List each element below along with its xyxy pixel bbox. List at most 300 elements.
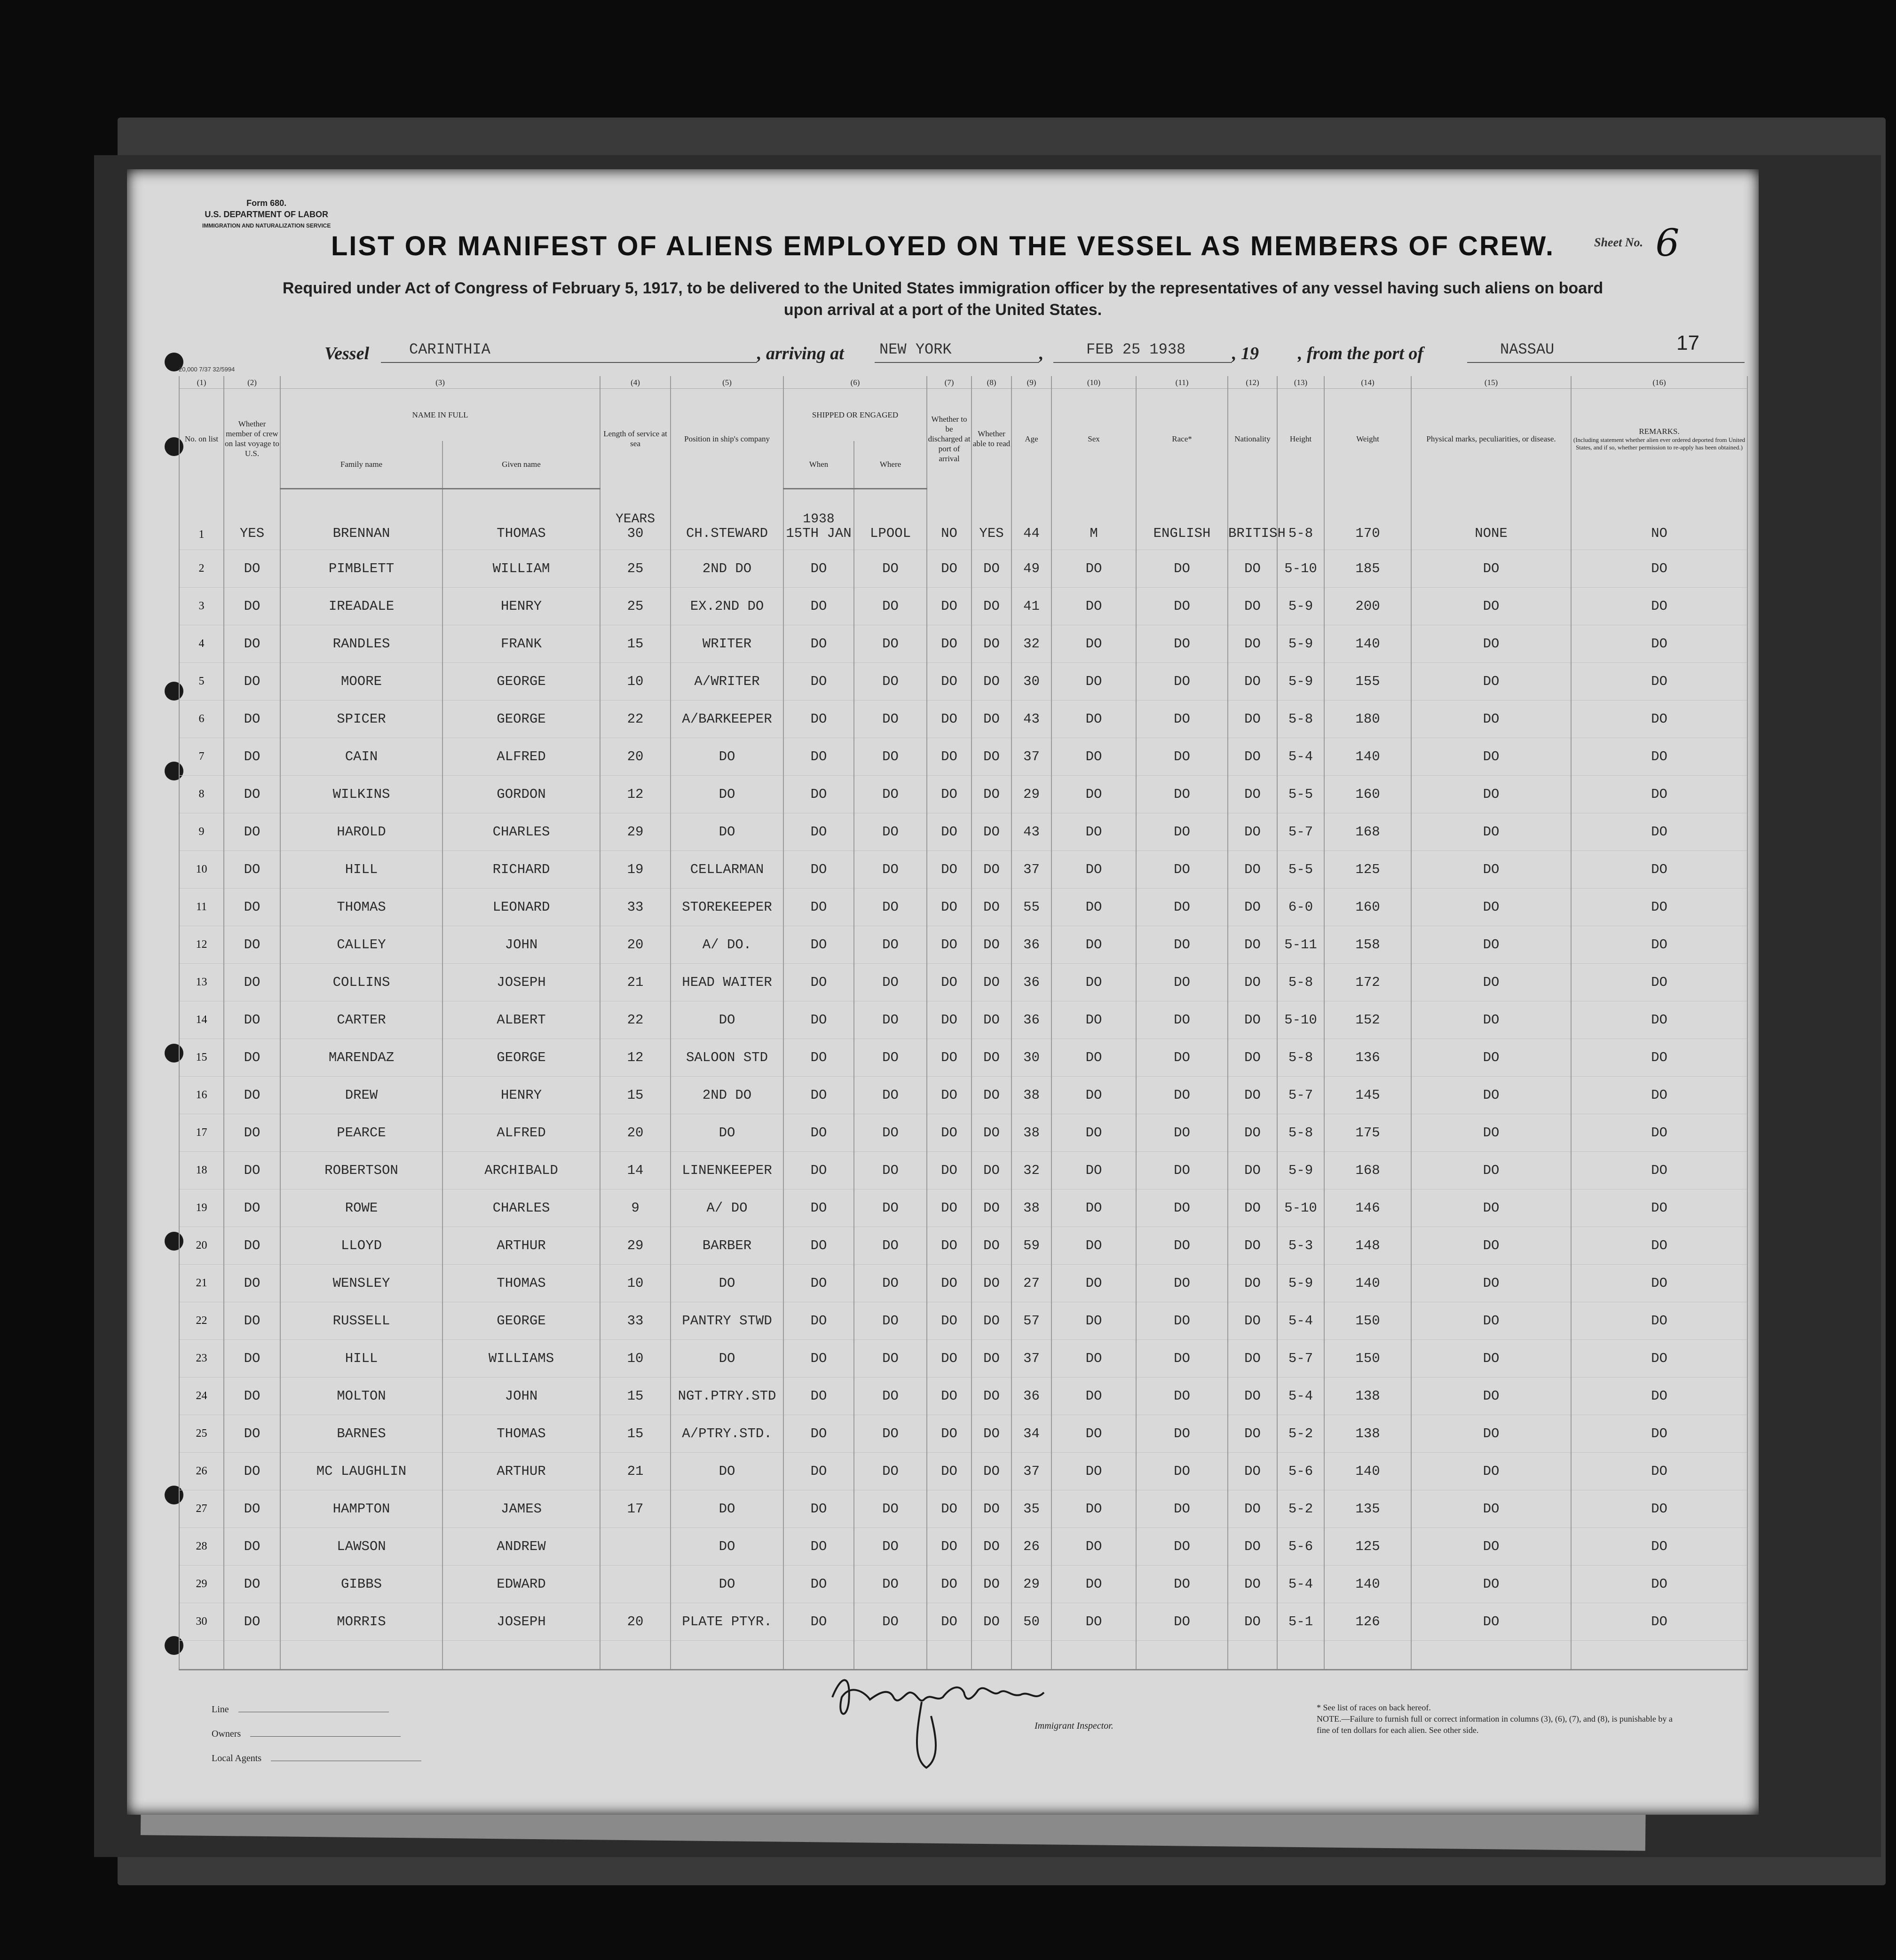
cell-value: 5-8 [1288, 974, 1313, 990]
cell-physical [1411, 625, 1571, 662]
cell-service [600, 700, 671, 738]
cell-value: DO [941, 1087, 957, 1103]
cell-value: DO [882, 1576, 899, 1592]
cell-value: DO [1483, 1388, 1500, 1404]
cell-value: DO [882, 598, 899, 614]
cell-value: DO [983, 899, 1000, 915]
cell-value: DO [1651, 598, 1667, 614]
header-able-to-read: Whether able to read [972, 389, 1011, 489]
cell-value: MOLTON [337, 1388, 386, 1404]
cell-value: DO [1174, 937, 1190, 952]
cell-value: THOMAS [497, 525, 546, 541]
cell-where [854, 1076, 927, 1114]
cell-physical [1411, 1264, 1571, 1302]
cell-height [1277, 1114, 1324, 1151]
cell-value: WILLIAM [492, 560, 550, 576]
cell-value: DO [810, 1125, 827, 1141]
cell-weight [1324, 1603, 1411, 1640]
cell-height [1277, 738, 1324, 775]
when-year: 1938 [803, 512, 835, 527]
cell-value: DO [941, 636, 957, 652]
cell-value: 12 [627, 786, 644, 802]
cell-nationality [1228, 625, 1277, 662]
cell-position [671, 1227, 783, 1264]
cell-service [600, 926, 671, 963]
cell-family [280, 963, 442, 1001]
cell-value: DO [1483, 711, 1500, 727]
cell-physical [1411, 1527, 1571, 1565]
cell-value: DO [983, 1275, 1000, 1291]
cell-value: DO [1244, 1425, 1261, 1441]
cell-value: HAMPTON [332, 1501, 390, 1517]
cell-where [854, 1001, 927, 1039]
cell-value: DO [941, 899, 957, 915]
cell-age [1011, 1039, 1051, 1076]
cell-value: 36 [1023, 1012, 1040, 1028]
cell-value: DO [1174, 1501, 1190, 1517]
cell-given [442, 963, 600, 1001]
cell-nationality [1228, 700, 1277, 738]
cell-service [600, 1151, 671, 1189]
cell-value: A/ DO. [702, 937, 752, 952]
cell-nationality [1228, 1452, 1277, 1490]
cell-value: DO [882, 786, 899, 802]
cell-value: DO [882, 1125, 899, 1141]
cell-value: 49 [1023, 560, 1040, 576]
cell-physical [1411, 700, 1571, 738]
cell-given [442, 1377, 600, 1415]
cell-when [783, 1603, 854, 1640]
penalty-note: NOTE.—Failure to furnish full or correct information in columns (3), (6), (7), and (8), is punishable by a fine of ten dollars for each alien. See other side. [1317, 1714, 1673, 1735]
cell-crew [224, 926, 280, 963]
cell-value: 7 [198, 750, 205, 763]
races-note: * See list of races on back hereof. [1317, 1703, 1431, 1712]
cell-when [783, 1490, 854, 1527]
table-row [179, 1039, 1747, 1076]
cell-value: DO [882, 636, 899, 652]
cell-given [442, 1452, 600, 1490]
cell-when [783, 1151, 854, 1189]
cell-value: LPOOL [870, 525, 911, 541]
cell-value: DO [941, 824, 957, 840]
cell-read [972, 625, 1011, 662]
cell-value: 5-4 [1288, 748, 1313, 764]
cell-value: 5-5 [1288, 861, 1313, 877]
cell-given [442, 926, 600, 963]
cell-race [1136, 1490, 1228, 1527]
cell-when [783, 662, 854, 700]
cell-weight [1324, 1302, 1411, 1339]
cell-when [783, 488, 854, 550]
cell-value: DO [941, 560, 957, 576]
table-row [179, 1603, 1747, 1640]
cell-age [1011, 1076, 1051, 1114]
cell-weight [1324, 700, 1411, 738]
cell-value: 43 [1023, 824, 1040, 840]
cell-value: 5-3 [1288, 1237, 1313, 1253]
cell-value: DO [244, 1200, 261, 1216]
cell-value: DO [244, 937, 261, 952]
cell-value: 155 [1355, 673, 1380, 689]
cell-value: DO [983, 974, 1000, 990]
cell-given [442, 1039, 600, 1076]
cell-physical [1411, 1302, 1571, 1339]
cell-sex [1051, 1151, 1136, 1189]
cell-discharged [927, 550, 972, 587]
cell-physical [1411, 1076, 1571, 1114]
cell-value: 30 [196, 1615, 207, 1628]
cell-value: DO [810, 598, 827, 614]
remarks-title: REMARKS. [1639, 426, 1680, 436]
cell-physical [1411, 550, 1571, 587]
from-port: NASSAU [1500, 341, 1555, 358]
cell-value: DO [882, 1012, 899, 1028]
cell-value: DO [1483, 1275, 1500, 1291]
cell-family [280, 888, 442, 926]
cell-value: DO [941, 861, 957, 877]
cell-value: 16 [196, 1088, 207, 1101]
cell-value: DO [882, 1087, 899, 1103]
cell-family [280, 662, 442, 700]
cell-read [972, 1490, 1011, 1527]
cell-where [854, 1039, 927, 1076]
cell-family [280, 1114, 442, 1151]
column-number: (6) [783, 376, 927, 389]
cell-weight [1324, 662, 1411, 700]
header-crew-member: Whether member of crew on last voyage to U.S. [224, 389, 280, 489]
cell-value: HILL [345, 1350, 378, 1366]
cell-value: DREW [345, 1087, 378, 1103]
cell-empty [224, 1640, 280, 1669]
header-physical-marks: Physical marks, peculiarities, or disease. [1411, 389, 1571, 489]
cell-value: 27 [196, 1502, 207, 1515]
cell-remarks [1571, 1076, 1747, 1114]
cell-value: DO [1244, 560, 1261, 576]
cell-value: 19 [196, 1201, 207, 1214]
inspector-label: Immigrant Inspector. [1035, 1721, 1114, 1731]
cell-value: DO [810, 636, 827, 652]
cell-value: 32 [1023, 1162, 1040, 1178]
cell-value: GEORGE [497, 673, 546, 689]
cell-when [783, 738, 854, 775]
cell-when [783, 850, 854, 888]
cell-family [280, 700, 442, 738]
cell-discharged [927, 1076, 972, 1114]
cell-service [600, 625, 671, 662]
cell-where [854, 1189, 927, 1227]
cell-given [442, 700, 600, 738]
cell-service [600, 1302, 671, 1339]
cell-value: 140 [1355, 1275, 1380, 1291]
cell-value: 25 [196, 1427, 207, 1440]
cell-value: GEORGE [497, 1313, 546, 1329]
cell-value: NONE [1475, 525, 1508, 541]
cell-service [600, 1415, 671, 1452]
cell-value: THOMAS [497, 1275, 546, 1291]
cell-value: DO [1651, 899, 1667, 915]
cell-value: RICHARD [492, 861, 550, 877]
cell-family [280, 738, 442, 775]
cell-remarks [1571, 1377, 1747, 1415]
cell-given [442, 888, 600, 926]
cell-value: DO [983, 861, 1000, 877]
sheet-number-value: 6 [1655, 221, 1680, 265]
cell-sex [1051, 1339, 1136, 1377]
cell-given [442, 662, 600, 700]
cell-physical [1411, 1151, 1571, 1189]
cell-value: CH.STEWARD [686, 525, 768, 541]
cell-value: DO [1651, 1425, 1667, 1441]
cell-sex [1051, 850, 1136, 888]
cell-remarks [1571, 1490, 1747, 1527]
cell-value: ROBERTSON [324, 1162, 398, 1178]
cell-value: DO [244, 861, 261, 877]
cell-value: 148 [1355, 1237, 1380, 1253]
cell-value: DO [1085, 1200, 1102, 1216]
cell-age [1011, 963, 1051, 1001]
cell-value: DO [983, 1501, 1000, 1517]
cell-where [854, 813, 927, 850]
cell-race [1136, 926, 1228, 963]
cell-value: 26 [1023, 1538, 1040, 1554]
cell-age [1011, 625, 1051, 662]
cell-value: 30 [627, 525, 644, 541]
cell-sex [1051, 700, 1136, 738]
cell-service [600, 1377, 671, 1415]
cell-value: DO [810, 560, 827, 576]
cell-value: 41 [1023, 598, 1040, 614]
cell-race [1136, 587, 1228, 625]
cell-given [442, 1527, 600, 1565]
cell-value: 20 [627, 937, 644, 952]
cell-read [972, 550, 1011, 587]
cell-read [972, 926, 1011, 963]
cell-value: DO [1174, 786, 1190, 802]
cell-discharged [927, 1565, 972, 1603]
cell-where [854, 1565, 927, 1603]
cell-value: 11 [196, 900, 207, 913]
cell-value: 5-9 [1288, 598, 1313, 614]
cell-value: 5-7 [1288, 1350, 1313, 1366]
cell-remarks [1571, 1565, 1747, 1603]
cell-position [671, 1076, 783, 1114]
cell-value: 29 [1023, 786, 1040, 802]
cell-height [1277, 1415, 1324, 1452]
cell-nationality [1228, 813, 1277, 850]
cell-sex [1051, 1189, 1136, 1227]
cell-value: 5-5 [1288, 786, 1313, 802]
cell-value: DO [941, 673, 957, 689]
cell-service [600, 550, 671, 587]
cell-value: DO [1174, 1275, 1190, 1291]
cell-service [600, 1114, 671, 1151]
cell-weight [1324, 888, 1411, 926]
year-label: , 19 [1232, 344, 1259, 363]
cell-no [179, 1565, 224, 1603]
cell-value: DO [244, 636, 261, 652]
cell-given [442, 775, 600, 813]
table-row [179, 926, 1747, 963]
cell-value: DO [1244, 636, 1261, 652]
cell-value: 44 [1023, 525, 1040, 541]
cell-value: DO [1244, 1162, 1261, 1178]
cell-value: 5-10 [1284, 560, 1317, 576]
cell-value: DO [983, 748, 1000, 764]
cell-value: DO [1085, 974, 1102, 990]
vessel-label: Vessel [324, 344, 369, 363]
cell-value: DO [1483, 1576, 1500, 1592]
cell-service [600, 1565, 671, 1603]
cell-value: DO [244, 974, 261, 990]
cell-value: DO [1244, 1614, 1261, 1629]
cell-value: DO [1174, 748, 1190, 764]
cell-value: IREADALE [328, 598, 395, 614]
cell-discharged [927, 1603, 972, 1640]
cell-weight [1324, 625, 1411, 662]
cell-value: DO [810, 748, 827, 764]
cell-height [1277, 662, 1324, 700]
cell-value: 30 [1023, 673, 1040, 689]
cell-value: JOHN [505, 937, 538, 952]
cell-value: HAROLD [337, 824, 386, 840]
cell-value: YES [239, 525, 265, 541]
cell-value: 175 [1355, 1125, 1380, 1141]
column-number: (15) [1411, 376, 1571, 389]
cell-value: DO [1244, 1087, 1261, 1103]
cell-value: DO [1174, 1576, 1190, 1592]
cell-sex [1051, 1603, 1136, 1640]
cell-value: DO [1244, 711, 1261, 727]
cell-nationality [1228, 488, 1286, 550]
cell-discharged [927, 926, 972, 963]
cell-value: DO [1174, 1087, 1190, 1103]
cell-read [972, 1264, 1011, 1302]
cell-no [179, 1227, 224, 1264]
page-number: 17 [1676, 331, 1699, 354]
cell-given [442, 850, 600, 888]
cell-remarks [1571, 488, 1747, 550]
cell-sex [1051, 1527, 1136, 1565]
cell-sex [1051, 738, 1136, 775]
cell-age [1011, 850, 1051, 888]
cell-when [783, 1415, 854, 1452]
cell-value: 15 [627, 1388, 644, 1404]
cell-height [1277, 1264, 1324, 1302]
cell-value: 185 [1355, 560, 1380, 576]
cell-value: DO [810, 1463, 827, 1479]
cell-no [179, 488, 224, 550]
cell-read [972, 1227, 1011, 1264]
header-position: Position in ship's company [671, 389, 783, 489]
cell-crew [224, 888, 280, 926]
cell-value: DO [719, 1125, 735, 1141]
cell-value: DO [1174, 1425, 1190, 1441]
cell-value: GEORGE [497, 1049, 546, 1065]
header-height: Height [1277, 389, 1324, 489]
cell-when [783, 926, 854, 963]
cell-height [1277, 1039, 1324, 1076]
column-number: (8) [972, 376, 1011, 389]
cell-value: DO [1651, 824, 1667, 840]
cell-value: DO [810, 1162, 827, 1178]
cell-service [600, 1339, 671, 1377]
cell-remarks [1571, 963, 1747, 1001]
table-row [179, 550, 1747, 587]
header-when: When [783, 441, 854, 488]
cell-value: DO [1651, 1501, 1667, 1517]
cell-value: 29 [627, 824, 644, 840]
cell-value: A/WRITER [694, 673, 760, 689]
cell-value: DO [1651, 1275, 1667, 1291]
table-row [179, 1151, 1747, 1189]
cell-no [179, 550, 224, 587]
cell-empty [1324, 1640, 1411, 1669]
cell-value: DO [1483, 1049, 1500, 1065]
column-number: (10) [1051, 376, 1136, 389]
cell-value: JAMES [501, 1501, 542, 1517]
cell-value: 15 [627, 1425, 644, 1441]
cell-value: CHARLES [492, 824, 550, 840]
cell-position [671, 662, 783, 700]
cell-height [1277, 1565, 1324, 1603]
cell-value: DO [1244, 1125, 1261, 1141]
cell-value: DO [1651, 1576, 1667, 1592]
cell-value: DO [244, 748, 261, 764]
cell-value: 5-11 [1284, 937, 1317, 952]
cell-remarks [1571, 1452, 1747, 1490]
header-family-name: Family name [280, 441, 442, 488]
cell-value: DO [719, 1012, 735, 1028]
cell-crew [224, 1452, 280, 1490]
cell-value: DO [1244, 1313, 1261, 1329]
cell-weight [1324, 1151, 1411, 1189]
cell-value: CHARLES [492, 1200, 550, 1216]
cell-weight [1324, 738, 1411, 775]
cell-family [280, 1001, 442, 1039]
cell-read [972, 488, 1011, 550]
cell-value: DO [1651, 673, 1667, 689]
cell-race [1136, 488, 1228, 550]
cell-value: DO [1651, 711, 1667, 727]
arrival-port: NEW YORK [879, 341, 952, 358]
cell-value: 5-8 [1288, 525, 1313, 541]
cell-service [600, 1603, 671, 1640]
cell-where [854, 1264, 927, 1302]
cell-read [972, 1151, 1011, 1189]
cell-sex [1051, 1377, 1136, 1415]
cell-nationality [1228, 775, 1277, 813]
cell-service [600, 1452, 671, 1490]
cell-nationality [1228, 1527, 1277, 1565]
port-underline [875, 362, 1039, 363]
cell-age [1011, 550, 1051, 587]
cell-value: 9 [198, 825, 205, 838]
cell-given [442, 1189, 600, 1227]
cell-given [442, 488, 600, 550]
cell-race [1136, 1227, 1228, 1264]
cell-value: DO [244, 1463, 261, 1479]
cell-value: DO [882, 937, 899, 952]
cell-value: 5-4 [1288, 1388, 1313, 1404]
voyage-line: Vessel CARINTHIA , arriving at NEW YORK , FEB 25 1938 , 19 , from the port of NASSAU [127, 338, 1759, 367]
cell-value: THOMAS [337, 899, 386, 915]
cell-crew [224, 1565, 280, 1603]
cell-age [1011, 700, 1051, 738]
cell-height [1277, 1151, 1324, 1189]
cell-value: DO [810, 1087, 827, 1103]
cell-physical [1411, 1001, 1571, 1039]
cell-service [600, 662, 671, 700]
